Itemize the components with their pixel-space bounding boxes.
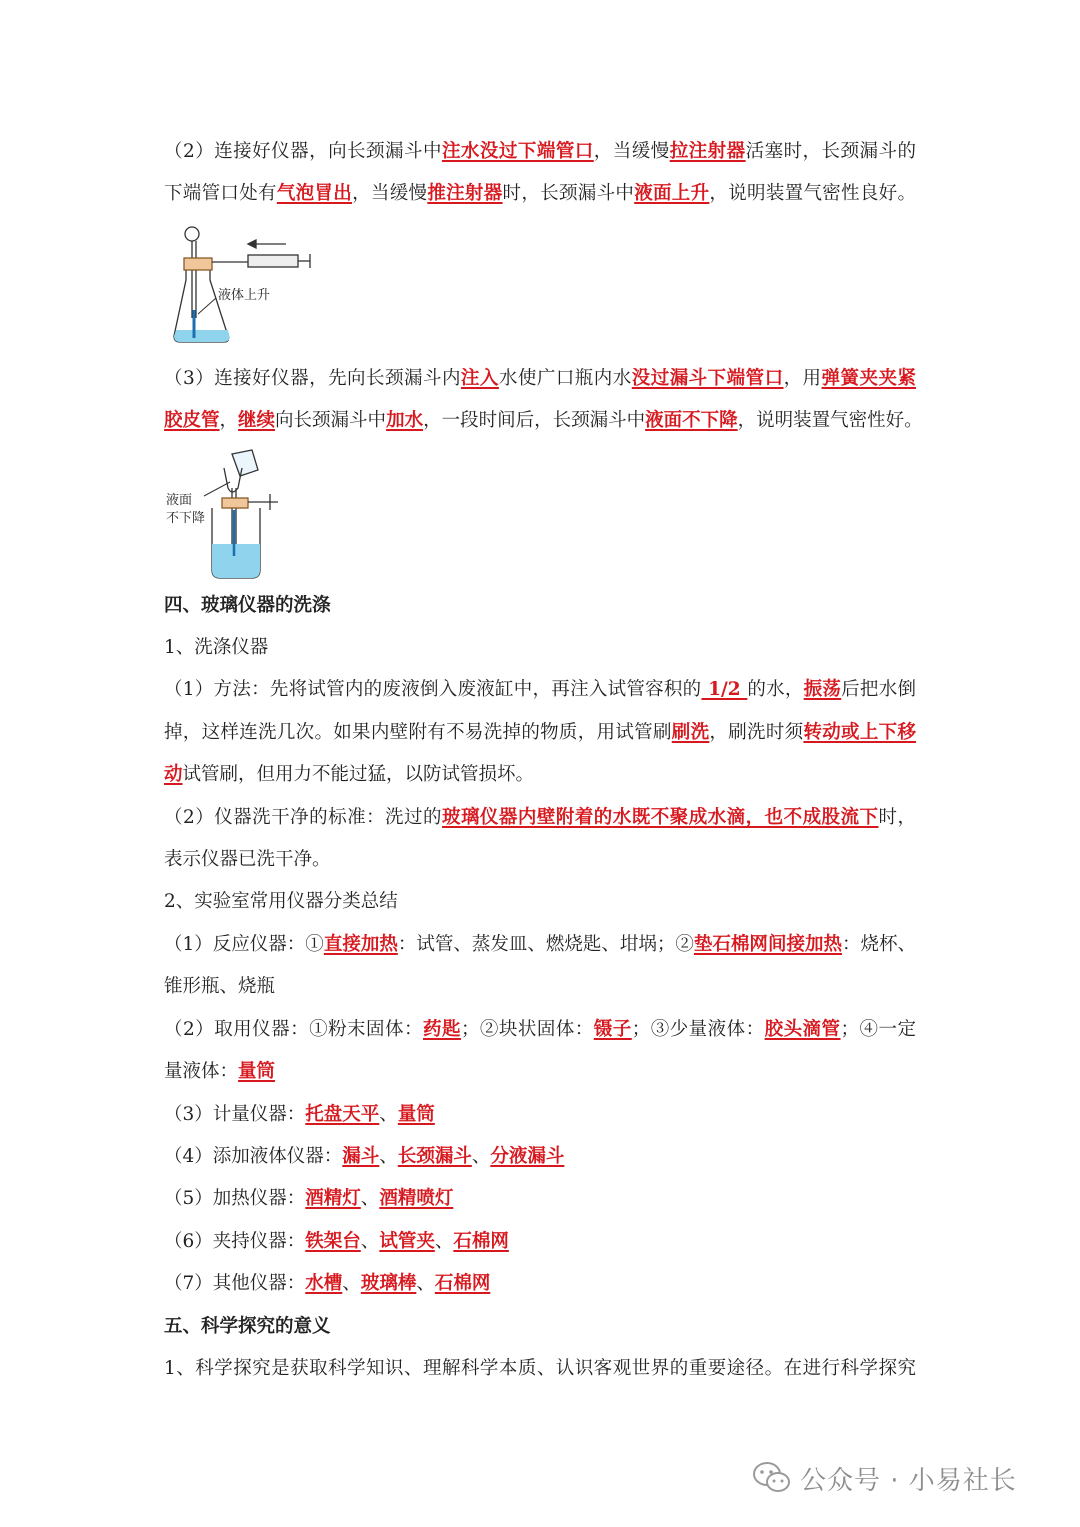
text-segment: 、: [434, 1231, 454, 1252]
answer-highlight: 镊子: [593, 1019, 632, 1040]
text-segment: 时，: [878, 807, 916, 828]
text-segment: 1、科学探究是获取科学知识、理解科学本质、认识客观世界的重要途径。在进行科学探究: [164, 1358, 916, 1379]
water-fill: [212, 544, 260, 578]
answer-highlight: 继续: [238, 410, 276, 431]
paragraph-line: [164, 806, 916, 830]
answer-highlight: 胶皮管: [164, 410, 220, 431]
answer-highlight: 垫石棉网间接加热: [693, 934, 842, 955]
text-segment: ，: [219, 410, 239, 431]
text-segment: 时，长颈漏斗中: [502, 183, 635, 204]
text-segment: （2）仪器洗干净的标准：洗过的: [164, 807, 442, 828]
answer-highlight: 拉注射器: [669, 141, 746, 162]
paragraph-line: [164, 678, 916, 702]
text-segment: （7）其他仪器：: [164, 1273, 306, 1294]
paragraph-line: [164, 721, 916, 745]
answer-highlight: 量筒: [238, 1061, 276, 1082]
subsection-title: [164, 890, 398, 914]
text-segment: 2、实验室常用仪器分类总结: [164, 891, 398, 912]
answer-highlight: 注入: [460, 368, 499, 389]
wechat-icon: [752, 1461, 792, 1495]
answer-highlight: 弹簧夹夹紧: [821, 368, 916, 389]
text-segment: 的水，: [747, 679, 804, 700]
text-segment: ：试管、蒸发皿、燃烧匙、坩埚；②: [397, 934, 694, 955]
answer-highlight: 液面上升: [634, 183, 710, 204]
subsection-title: [164, 636, 268, 660]
text-segment: ；③少量液体：: [631, 1019, 765, 1040]
paragraph-line: [164, 409, 923, 433]
paragraph-line: [164, 975, 275, 999]
text-segment: ，说明装置气密性良好。: [709, 183, 916, 204]
text-segment: 1、洗涤仪器: [164, 637, 269, 658]
paragraph-line: [164, 763, 534, 787]
text-segment: （3）连接好仪器，先向长颈漏斗内: [164, 368, 461, 389]
text-segment: 、: [360, 1231, 380, 1252]
text-segment: 、: [471, 1146, 491, 1167]
text-segment: ，一段时间后，长颈漏斗中: [423, 410, 646, 431]
answer-highlight: 分液漏斗: [490, 1146, 565, 1167]
text-segment: 锥形瓶、烧瓶: [164, 976, 276, 997]
text-segment: ，说明装置气密性好。: [737, 410, 923, 431]
answer-highlight: 药匙: [422, 1019, 461, 1040]
answer-highlight: 石棉网: [453, 1231, 509, 1252]
answer-highlight: 气泡冒出: [276, 183, 353, 204]
text-segment: 下端管口处有: [164, 183, 277, 204]
paragraph-line: [164, 1103, 435, 1127]
paragraph-line: [164, 140, 916, 164]
text-segment: ，用: [783, 368, 822, 389]
paragraph-line: [164, 1272, 490, 1296]
watermark: [752, 1458, 1017, 1498]
text-segment: ，刷洗时须: [709, 722, 804, 743]
paragraph-line: [164, 1018, 916, 1042]
paragraph-line: [164, 182, 916, 206]
answer-highlight: 直接加热: [323, 934, 398, 955]
text-segment: 、: [379, 1146, 398, 1167]
text-segment: （4）添加液体仪器：: [164, 1146, 343, 1167]
figure-label: 液体上升: [218, 288, 271, 303]
text-segment: 活塞时，长颈漏斗的: [745, 141, 916, 162]
answer-highlight: 玻璃仪器内壁附着的水既不聚成水滴，也不成股流下: [441, 807, 879, 828]
answer-highlight: 没过漏斗下端管口: [631, 368, 784, 389]
water-fill: [174, 330, 230, 342]
section-heading: [164, 1315, 331, 1339]
text-segment: （6）夹持仪器：: [164, 1231, 306, 1252]
text-segment: 后把水倒: [841, 679, 916, 700]
text-segment: 向长颈漏斗中: [275, 410, 387, 431]
paragraph-line: [164, 933, 916, 957]
answer-highlight: 1/2: [701, 679, 748, 700]
answer-highlight: 转动或上下移: [803, 722, 916, 743]
answer-highlight: 胶头滴管: [764, 1019, 841, 1040]
paragraph-line: [164, 1060, 275, 1084]
syringe-flask-figure: [168, 222, 318, 352]
figure-label: 不下降: [166, 511, 206, 526]
section-heading: [164, 594, 331, 618]
text-segment: ；②块状固体：: [460, 1019, 594, 1040]
text-segment: （3）计量仪器：: [164, 1104, 306, 1125]
text-segment: （2）取用仪器：①粉末固体：: [164, 1019, 423, 1040]
answer-highlight: 推注射器: [427, 183, 503, 204]
answer-highlight: 试管夹: [379, 1231, 435, 1252]
paragraph-line: [164, 367, 916, 391]
answer-highlight: 酒精灯: [305, 1188, 361, 1209]
text-segment: （1）反应仪器：①: [164, 934, 324, 955]
answer-highlight: 加水: [386, 410, 424, 431]
paragraph-line: [164, 1230, 509, 1254]
text-segment: ：烧杯、: [841, 934, 916, 955]
answer-highlight: 石棉网: [434, 1273, 491, 1294]
paragraph-line: [164, 1145, 564, 1169]
wide-mouth-bottle-figure: [166, 446, 296, 580]
text-segment: （5）加热仪器：: [164, 1188, 306, 1209]
answer-highlight: 玻璃棒: [360, 1273, 417, 1294]
answer-highlight: 铁架台: [305, 1231, 361, 1252]
text-segment: 、: [360, 1188, 380, 1209]
answer-highlight: 托盘天平: [305, 1104, 380, 1125]
answer-highlight: 水槽: [305, 1273, 343, 1294]
text-segment: ，当缓慢: [593, 141, 670, 162]
text-segment: 五、科学探究的意义: [164, 1316, 331, 1337]
text-segment: （1）方法：先将试管内的废液倒入废液缸中，再注入试管容积的: [164, 679, 702, 700]
answer-highlight: 注水没过下端管口: [441, 141, 594, 162]
text-segment: 、: [416, 1273, 435, 1294]
text-segment: 、: [379, 1104, 398, 1125]
answer-highlight: 动: [164, 764, 183, 785]
text-segment: 四、玻璃仪器的洗涤: [164, 595, 331, 616]
answer-highlight: 酒精喷灯: [379, 1188, 454, 1209]
answer-highlight: 漏斗: [342, 1146, 380, 1167]
paragraph-line: [164, 1357, 916, 1381]
text-segment: 试管刷，但用力不能过猛，以防试管损坏。: [182, 764, 535, 785]
text-segment: 、: [342, 1273, 361, 1294]
paragraph-line: [164, 1187, 453, 1211]
text-segment: ，当缓慢: [352, 183, 428, 204]
text-segment: 量液体：: [164, 1061, 239, 1082]
answer-highlight: 量筒: [397, 1104, 435, 1125]
answer-highlight: 液面不下降: [645, 410, 738, 431]
text-segment: （2）连接好仪器，向长颈漏斗中: [164, 141, 442, 162]
text-segment: ；④一定: [840, 1019, 916, 1040]
text-segment: 水使广口瓶内水: [498, 368, 632, 389]
text-segment: 掉，这样连洗几次。如果内壁附有不易洗掉的物质，用试管刷: [164, 722, 672, 743]
answer-highlight: 刷洗: [671, 722, 710, 743]
figure-label: 液面: [166, 493, 193, 508]
answer-highlight: 振荡: [803, 679, 842, 700]
answer-highlight: 长颈漏斗: [397, 1146, 472, 1167]
watermark-text: 公众号 · 小易社长: [800, 1465, 1017, 1496]
paragraph-line: [164, 848, 331, 872]
text-segment: 表示仪器已洗干净。: [164, 849, 331, 870]
